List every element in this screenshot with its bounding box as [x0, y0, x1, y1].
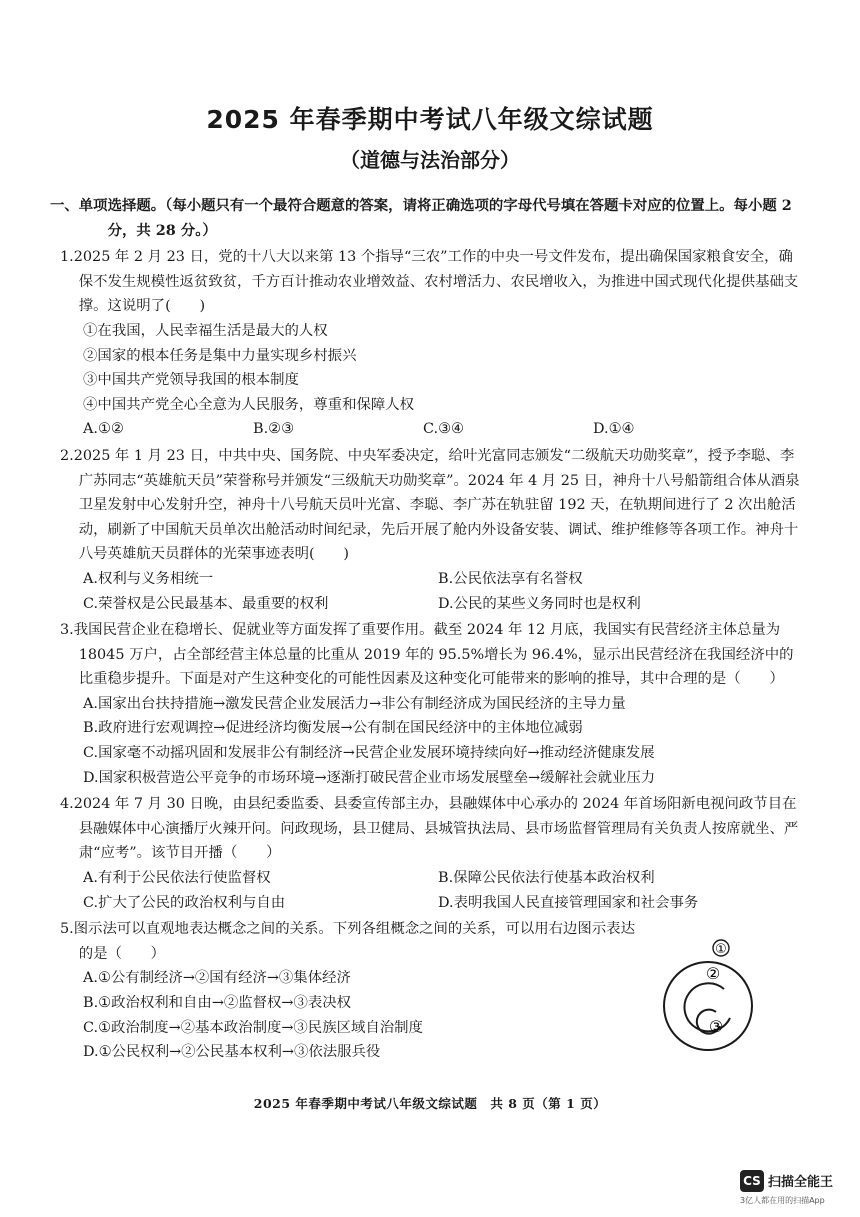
option-d: D.国家积极营造公平竞争的市场环境→逐渐打破民营企业市场发展壁垒→缓解社会就业压力: [83, 769, 656, 786]
diagram-label-3: ③: [708, 1017, 724, 1036]
option-a: A.有利于公民依法行使监督权: [83, 870, 271, 887]
scanner-tagline: 3亿人都在用的扫描App: [740, 1196, 825, 1205]
option-b: B.政府进行宏观调控→促进经济均衡发展→公有制在国民经济中的主体地位减弱: [83, 720, 583, 737]
question-stem: 3.我国民营企业在稳增长、促就业等方面发挥了重要作用。截至 2024 年 12 月底，我国实有民营经济主体总量为 18045 万户，占全部经营主体总量的比重从 2019 年的 95.5%增长为 96.4%，显示出民营经济在我国经济中的比重稳步提升。下面是对产生这种变化的可能性因素及这种变化可能带来的影响的推导，其中合理的是（ ）: [60, 622, 794, 688]
options-row: [60, 567, 800, 592]
scanner-app-name: 扫描全能王: [768, 1175, 834, 1190]
page-subtitle: （道德与法治部分）: [340, 148, 520, 172]
option-d: D.公民的某些义务同时也是权利: [438, 595, 641, 612]
section-heading: 一、单项选择题。（每小题只有一个最符合题意的答案，请将正确选项的字母代号填在答题卡对应的位置上。每小题 2 分，共 28 分。）: [50, 197, 792, 239]
question-stem: 5.图示法可以直观地表达概念之间的关系。下列各组概念之间的关系，可以用右边图示表达的是（ ）: [60, 921, 635, 962]
page-footer: 2025 年春季期中考试八年级文综试题 共 8 页（第 1 页）: [253, 1096, 607, 1111]
options-row: [60, 417, 800, 442]
option-d: D.①④: [593, 421, 635, 438]
scanner-watermark: [740, 1168, 850, 1208]
option-b: B.②③: [253, 421, 294, 438]
option-a: A.国家出台扶持措施→激发民营企业发展活力→非公有制经济成为国民经济的主导力量: [83, 695, 626, 712]
question-stem: 4.2024 年 7 月 30 日晚，由县纪委监委、县委宣传部主办，县融媒体中心承办的 2024 年首场阳新电视问政节目在县融媒体中心演播厅火辣开问。问政现场，县卫健局、县城管执法局、县市场监督管理局有关负责人按席就坐、严肃“应考”。该节目开播（ ）: [60, 796, 799, 862]
option-b: B.保障公民依法行使基本政治权利: [438, 870, 655, 887]
option-c: C.国家毫不动摇巩固和发展非公有制经济→民营企业发展环境持续向好→推动经济健康发展: [83, 745, 655, 762]
question-stem: 2.2025 年 1 月 23 日，中共中央、国务院、中央军委决定，给叶光富同志颁发“二级航天功勋奖章”，授予李聪、李广苏同志“英雄航天员”荣誉称号并颁发“三级航天功勋奖章”。2024 年 4 月 25 日，神舟十八号船箭组合体从酒泉卫星发射中心发射升空，神舟十八号航天员叶光富、李聪、李广苏在轨驻留 192 天，在轨期间进行了 2 次出舱活动，刷新了中国航天员单次出舱活动时间纪录，先后开展了舱内外设备安装、调试、维护维修等各项工作。神舟十八号英雄航天员群体的光荣事迹表明( ): [60, 447, 800, 563]
question-2: [60, 444, 800, 616]
option-a: A.①②: [83, 421, 124, 438]
question-stem: 1.2025 年 2 月 23 日，党的十八大以来第 13 个指导“三农”工作的中央一号文件发布，提出确保国家粮食安全，确保不发生规模性返贫致贫，千方百计推动农业增效益、农村增活力、农民增收入，为推进中国式现代化提供基础支撑。这说明了( ): [60, 249, 799, 315]
question-3: [60, 618, 800, 790]
options-row: [60, 891, 800, 916]
options-row: [60, 592, 800, 617]
page-title: 2025 年春季期中考试八年级文综试题: [206, 105, 654, 134]
statement: ④中国共产党全心全意为人民服务，尊重和保障人权: [83, 396, 415, 413]
option-c: C.①政治制度→②基本政治制度→③民族区域自治制度: [83, 1019, 423, 1036]
option-c: C.③④: [423, 421, 464, 438]
diagram-label-1: ①: [715, 942, 727, 957]
option-a: A.权利与义务相统一: [83, 570, 214, 587]
scanner-logo-icon: CS: [740, 1170, 764, 1192]
options-row: [60, 866, 800, 891]
question-4: [60, 792, 800, 915]
option-b: B.①政治权利和自由→②监督权→③表决权: [83, 995, 352, 1011]
middle-arc: [685, 983, 730, 1031]
statement: ①在我国，人民幸福生活是最大的人权: [83, 322, 328, 339]
option-c: C.扩大了公民的政治权利与自由: [83, 894, 286, 911]
statement: ③中国共产党领导我国的根本制度: [83, 372, 299, 389]
question-5: [60, 917, 640, 1065]
nested-circles-diagram: [650, 934, 770, 1054]
statement: ②国家的根本任务是集中力量实现乡村振兴: [83, 347, 357, 364]
option-d: D.①公民权利→②公民基本权利→③依法服兵役: [83, 1044, 381, 1061]
option-b: B.公民依法享有名誉权: [438, 570, 583, 587]
diagram-label-2: ②: [705, 964, 721, 983]
option-c: C.荣誉权是公民最基本、最重要的权利: [83, 595, 329, 612]
question-1: [60, 245, 800, 442]
option-a: A.①公有制经济→②国有经济→③集体经济: [83, 970, 351, 987]
option-d: D.表明我国人民直接管理国家和社会事务: [438, 894, 699, 911]
